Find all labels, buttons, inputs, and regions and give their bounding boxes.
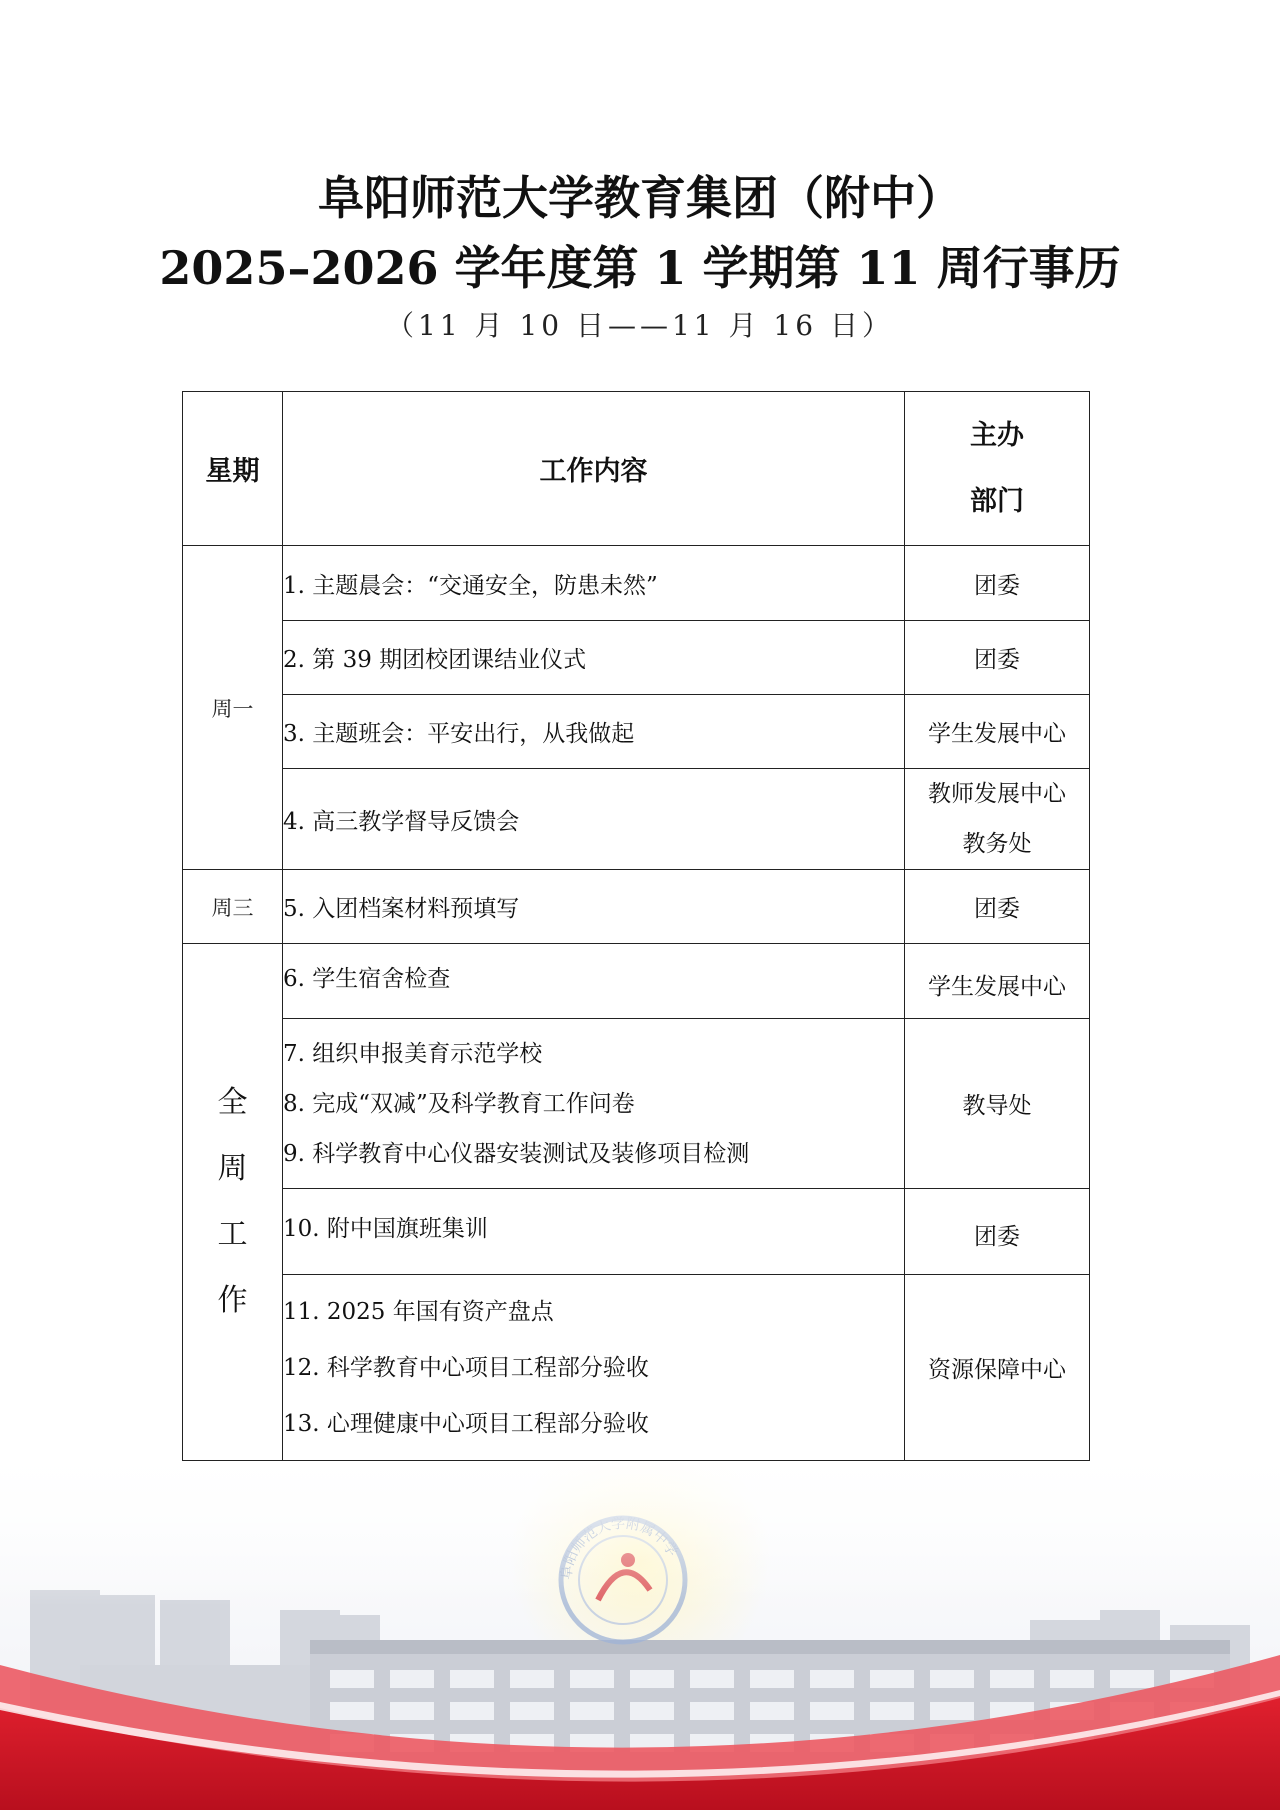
day-wednesday: 周三 <box>183 870 283 944</box>
work-item <box>283 769 905 870</box>
work-item-text: 9. 科学教育中心仪器安装测试及装修项目检测 <box>283 1140 750 1167</box>
table-row <box>183 1275 1090 1461</box>
header-dept-line1: 主办 <box>970 419 1024 451</box>
work-item-text: 7. 组织申报美育示范学校 <box>283 1040 543 1067</box>
table-row <box>183 769 1090 870</box>
header-dept-line2: 部门 <box>970 485 1024 517</box>
dept-cell: 团委 <box>905 546 1090 621</box>
work-item-text: 1. 主题晨会：“交通安全，防患未然” <box>283 572 658 599</box>
table-row <box>183 944 1090 1019</box>
work-item <box>283 695 905 769</box>
work-item <box>283 1189 905 1275</box>
table-row <box>183 1019 1090 1189</box>
table-row <box>183 1189 1090 1275</box>
work-item <box>283 870 905 944</box>
dept-line: 教师发展中心 <box>928 781 1066 807</box>
work-item-group <box>283 1019 905 1189</box>
dept-line: 教务处 <box>962 831 1032 857</box>
work-item-text: 6. 学生宿舍检查 <box>283 965 451 992</box>
work-item-text: 3. 主题班会：平安出行，从我做起 <box>283 721 635 747</box>
header-content: 工作内容 <box>283 392 905 546</box>
campus-background-illustration <box>0 1440 1280 1810</box>
table-row <box>183 870 1090 944</box>
work-item <box>283 944 905 1019</box>
allweek-char: 工 <box>217 1217 248 1252</box>
dept-cell: 资源保障中心 <box>905 1275 1090 1461</box>
work-item-text: 5. 入团档案材料预填写 <box>283 896 520 922</box>
dept-cell: 教导处 <box>905 1019 1090 1189</box>
dept-line: 学生发展中心 <box>928 974 1066 1000</box>
work-item-text: 4. 高三教学督导反馈会 <box>283 808 520 835</box>
work-item <box>283 621 905 695</box>
work-item-text: 10. 附中国旗班集训 <box>283 1216 488 1242</box>
table-header-row <box>183 392 1090 546</box>
day-allweek <box>183 944 283 1461</box>
document-title-line2: 2025–2026 学年度第 1 学期第 11 周行事历 <box>159 241 1121 295</box>
weekly-calendar-table <box>182 391 1090 1461</box>
dept-line: 团委 <box>974 1223 1020 1250</box>
table-row <box>183 546 1090 621</box>
work-item-text: 13. 心理健康中心项目工程部分验收 <box>283 1410 649 1437</box>
allweek-char: 全 <box>217 1085 248 1120</box>
table-row <box>183 695 1090 769</box>
work-item-text: 11. 2025 年国有资产盘点 <box>283 1298 554 1325</box>
work-item-text: 2. 第 39 期团校团课结业仪式 <box>283 647 587 673</box>
dept-cell: 团委 <box>905 870 1090 944</box>
work-item-text: 8. 完成“双减”及科学教育工作问卷 <box>283 1090 635 1117</box>
document-title-line1: 阜阳师范大学教育集团（附中） <box>318 171 962 225</box>
table-row <box>183 621 1090 695</box>
allweek-char: 作 <box>217 1283 248 1318</box>
dept-cell <box>905 944 1090 1019</box>
dept-cell: 学生发展中心 <box>905 695 1090 769</box>
dept-cell <box>905 1189 1090 1275</box>
dept-cell <box>905 769 1090 870</box>
work-item-text: 12. 科学教育中心项目工程部分验收 <box>283 1354 649 1381</box>
dept-cell: 团委 <box>905 621 1090 695</box>
header-dept <box>905 392 1090 546</box>
header-day: 星期 <box>183 392 283 546</box>
day-monday: 周一 <box>183 546 283 870</box>
work-item-group <box>283 1275 905 1461</box>
work-item <box>283 546 905 621</box>
date-range: （11 月 10 日——11 月 16 日） <box>386 309 894 342</box>
allweek-char: 周 <box>217 1151 248 1186</box>
